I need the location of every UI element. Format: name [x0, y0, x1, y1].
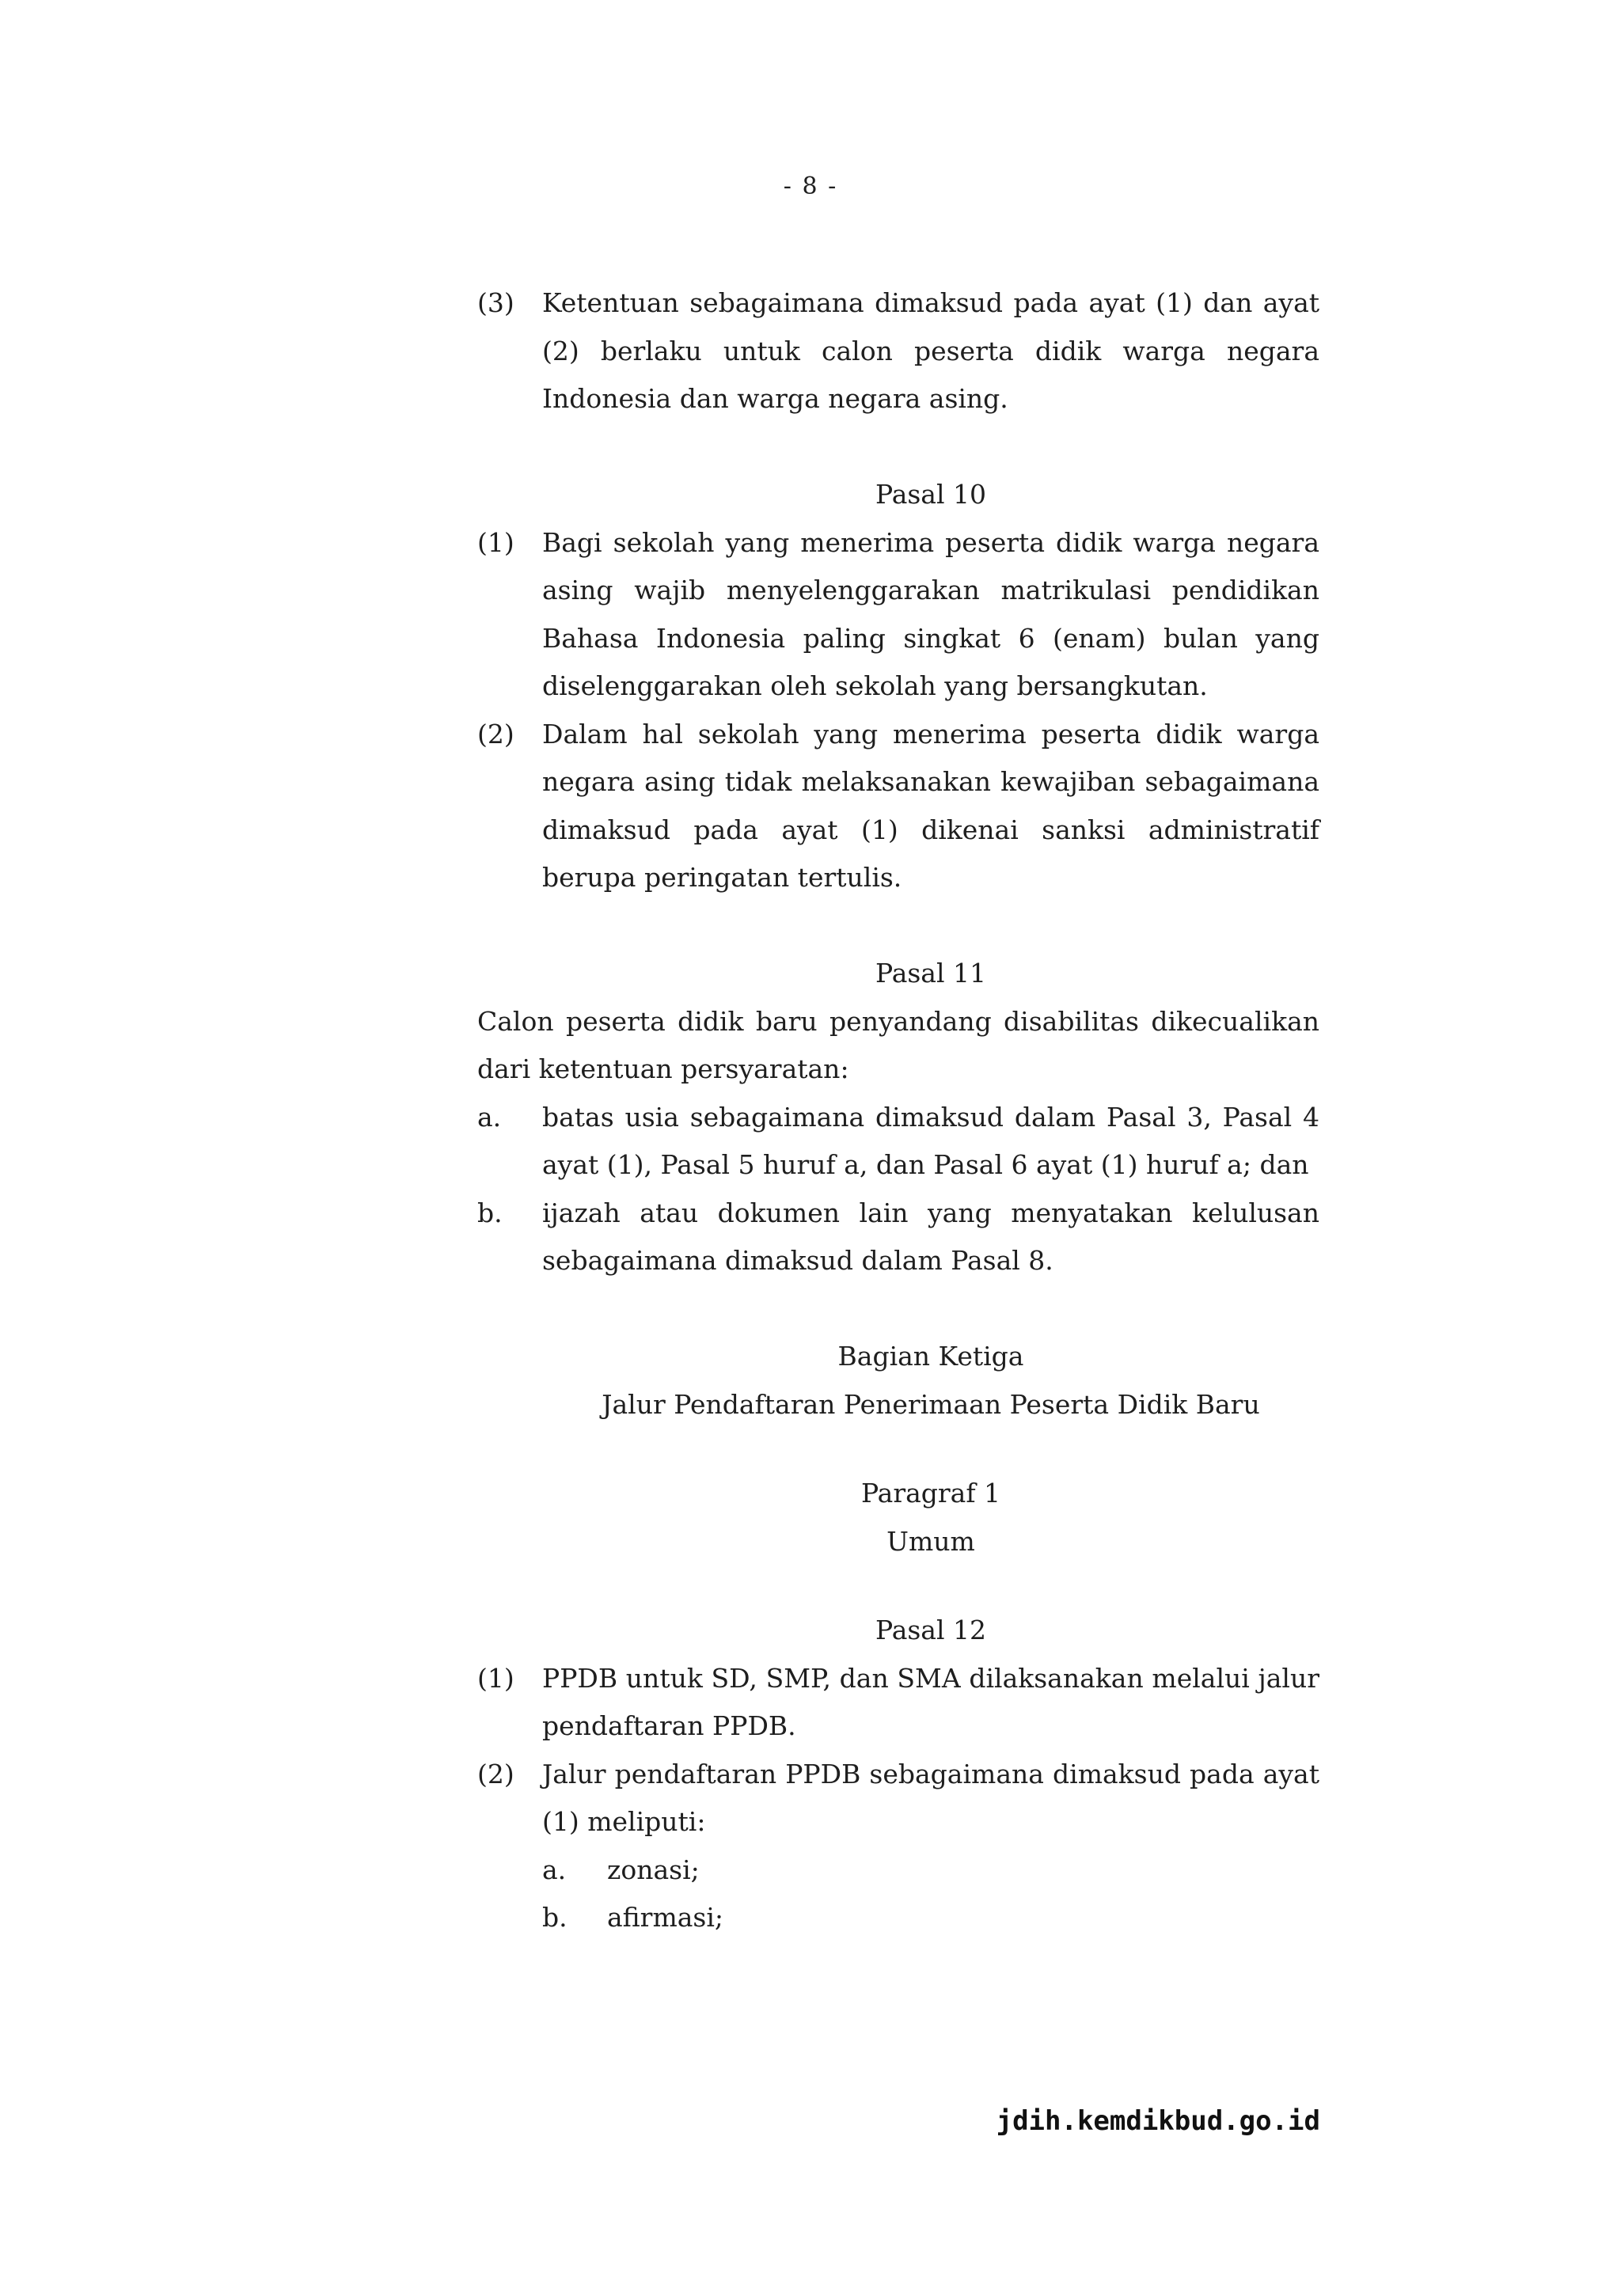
clause-item [477, 279, 1319, 423]
list-marker: b. [477, 1197, 503, 1228]
paragraph-subtitle: Umum [886, 1525, 975, 1557]
clause-item [477, 711, 1319, 902]
clause-item [477, 1655, 1319, 1751]
list-text: afirmasi; [607, 1902, 724, 1933]
clause-marker: (1) [477, 526, 514, 558]
list-item [477, 1094, 1319, 1190]
list-marker: b. [542, 1902, 568, 1933]
footer-source: jdih.kemdikbud.go.id [996, 2105, 1320, 2137]
clause-marker: (2) [477, 1758, 514, 1789]
list-text: zonasi; [607, 1854, 700, 1885]
clause-item [477, 519, 1319, 711]
clause-marker: (2) [477, 718, 514, 750]
list-item [477, 1190, 1319, 1285]
clause-item [477, 1751, 1319, 1846]
clause-text: Jalur pendaftaran PPDB sebagaimana dimaksud pada ayat (1) meliputi: [542, 1758, 1319, 1837]
list-marker: a. [542, 1854, 567, 1885]
clause-text: Bagi sekolah yang menerima peserta didik warga negara asing wajib menyelenggarakan matrikulasi pendidikan Bahasa Indonesia paling singkat 6 (enam) bulan yang diselenggarakan oleh sekolah yang bersangkutan. [542, 526, 1319, 701]
clause-marker: (3) [477, 287, 514, 318]
clause-text: Dalam hal sekolah yang menerima peserta didik warga negara asing tidak melaksanakan kewajiban sebagaimana dimaksud pada ayat (1) dikenai sanksi administratif berupa peringatan tertulis. [542, 718, 1319, 893]
list-text: batas usia sebagaimana dimaksud dalam Pasal 3, Pasal 4 ayat (1), Pasal 5 huruf a, dan Pasal 6 ayat (1) huruf a; dan [542, 1101, 1319, 1180]
section-subtitle: Jalur Pendaftaran Penerimaan Peserta Didik Baru [602, 1388, 1260, 1420]
sub-list-item [542, 1894, 1319, 1942]
article-heading: Pasal 11 [875, 958, 987, 989]
list-text: ijazah atau dokumen lain yang menyatakan kelulusan sebagaimana dimaksud dalam Pasal 8. [542, 1197, 1319, 1276]
list-marker: a. [477, 1101, 502, 1133]
sub-list-item [542, 1846, 1319, 1895]
clause-text: Ketentuan sebagaimana dimaksud pada ayat (1) dan ayat (2) berlaku untuk calon peserta didik warga negara Indonesia dan warga negara asing. [542, 287, 1319, 414]
clause-marker: (1) [477, 1662, 514, 1694]
article-intro: Calon peserta didik baru penyandang disabilitas dikecualikan dari ketentuan persyaratan: [477, 1005, 1319, 1084]
document-body [477, 279, 1319, 1942]
article-heading: Pasal 10 [875, 479, 987, 510]
page-number: - 8 - [783, 173, 838, 200]
paragraph-heading: Paragraf 1 [860, 1478, 1001, 1509]
section-heading: Bagian Ketiga [837, 1341, 1024, 1372]
article-heading: Pasal 12 [875, 1615, 987, 1645]
clause-text: PPDB untuk SD, SMP, dan SMA dilaksanakan melalui jalur pendaftaran PPDB. [542, 1662, 1319, 1741]
